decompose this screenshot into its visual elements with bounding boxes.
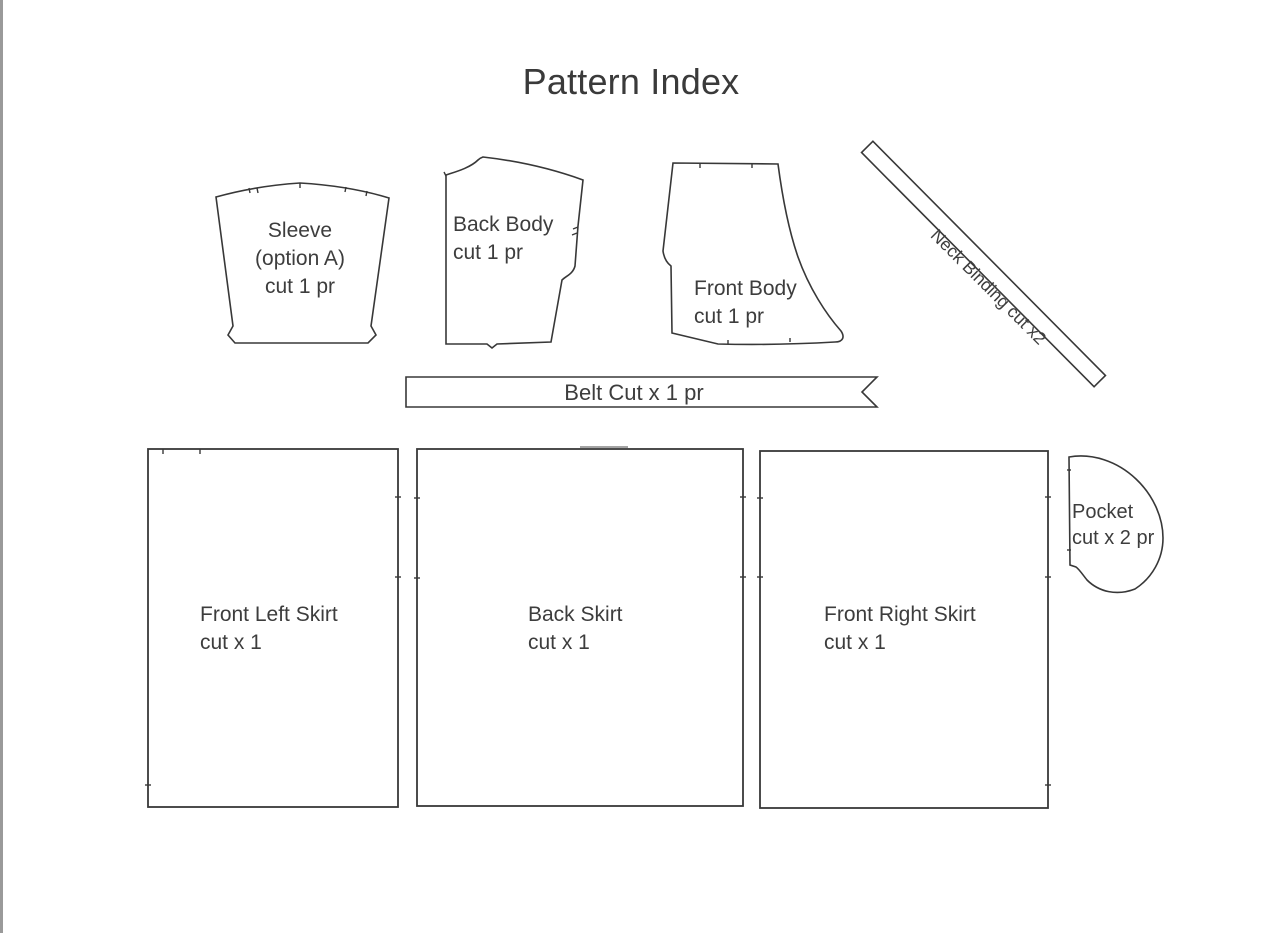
back-body-label-line2: cut 1 pr [453, 241, 524, 264]
back-skirt-label [528, 601, 623, 657]
neck-binding-outline [862, 141, 1106, 386]
pocket-label [1072, 499, 1154, 551]
back-skirt-label-line2: cut x 1 [528, 631, 590, 654]
belt-label: Belt Cut x 1 pr [564, 380, 704, 405]
sleeve-label-line2: (option A) [255, 247, 345, 270]
front-left-skirt-label-line1: Front Left Skirt [200, 603, 338, 626]
pocket-label-line1: Pocket [1072, 501, 1134, 523]
sleeve-label-line1: Sleeve [267, 219, 333, 242]
front-left-skirt-label [200, 601, 338, 657]
front-body-label-line2: cut 1 pr [694, 305, 765, 328]
sleeve-label-line3: cut 1 pr [264, 275, 336, 298]
back-body-label [453, 211, 553, 267]
front-body-label [694, 275, 797, 331]
front-body-label-line1: Front Body [694, 277, 797, 300]
front-right-skirt-label-line1: Front Right Skirt [824, 603, 976, 626]
sleeve-label [209, 217, 391, 301]
front-left-skirt-label-line2: cut x 1 [200, 631, 262, 654]
back-body-label-line1: Back Body [453, 213, 554, 236]
front-right-skirt-label-line2: cut x 1 [824, 631, 886, 654]
back-skirt-label-line1: Back Skirt [528, 603, 623, 626]
neck-binding-label: Neck Binding cut x2 [926, 225, 1051, 349]
pocket-label-line2: cut x 2 pr [1072, 527, 1155, 549]
page-title: Pattern Index [522, 61, 740, 102]
front-right-skirt-label [824, 601, 976, 657]
